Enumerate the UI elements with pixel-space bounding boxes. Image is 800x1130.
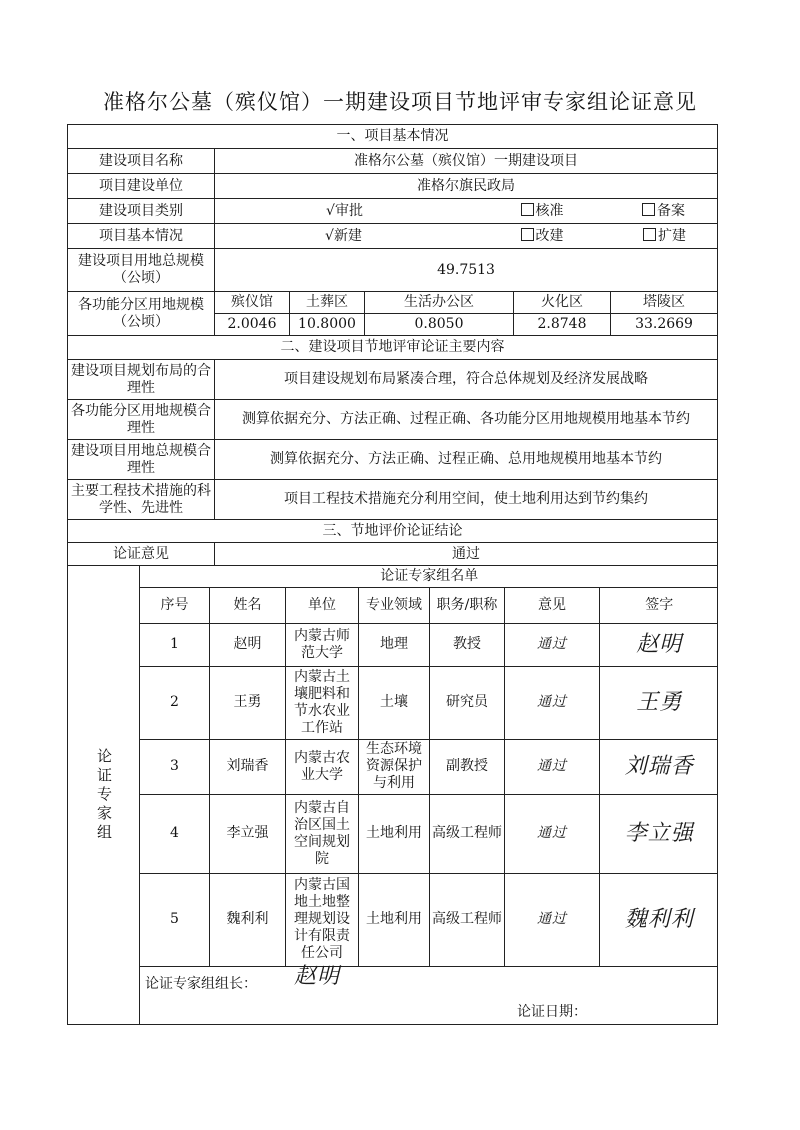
expert-no: 5 [140, 873, 210, 966]
option-record: 备案 [657, 202, 686, 219]
table-row [140, 873, 718, 966]
expert-unit: 内蒙古国地土地整理规划设计有限责任公司 [286, 873, 359, 966]
zones-rationality-content: 测算依据充分、方法正确、过程正确、各功能分区用地规模用地基本节约 [215, 400, 718, 440]
handwritten-signature: 魏利利 [600, 873, 718, 966]
expert-no: 3 [140, 739, 210, 794]
review-form [67, 124, 718, 1025]
total-rationality-content: 测算依据充分、方法正确、过程正确、总用地规模用地基本节约 [215, 440, 718, 480]
basic-options [215, 224, 718, 249]
zone-value: 2.8748 [514, 314, 611, 336]
expert-title: 高级工程师 [430, 794, 505, 873]
handwritten-opinion: 通过 [505, 794, 600, 873]
zones-label: 各功能分区用地规模（公顷） [68, 292, 215, 336]
expert-field: 土地利用 [359, 873, 430, 966]
expert-group-label: 论证专家组 [68, 566, 140, 1024]
option-expand: 扩建 [658, 227, 687, 244]
expert-name: 李立强 [210, 794, 286, 873]
category-label: 建设项目类别 [68, 199, 215, 224]
expert-no: 2 [140, 666, 210, 739]
unit-label: 项目建设单位 [68, 174, 215, 199]
section2-heading: 二、建设项目节地评审论证主要内容 [68, 336, 718, 360]
table-row [140, 623, 718, 666]
expert-name: 赵明 [210, 623, 286, 666]
project-name-value: 准格尔公墓（殡仪馆）一期建设项目 [215, 149, 718, 174]
section3-heading: 三、节地评价论证结论 [68, 520, 718, 543]
zone-name: 火化区 [514, 292, 611, 314]
zone-value: 10.8000 [290, 314, 365, 336]
handwritten-opinion: 通过 [505, 739, 600, 794]
zone-value: 0.8050 [365, 314, 514, 336]
expert-list-title: 论证专家组名单 [140, 566, 718, 587]
expert-title: 教授 [430, 623, 505, 666]
zone-name: 土葬区 [290, 292, 365, 314]
handwritten-signature: 李立强 [600, 794, 718, 873]
checkbox-icon [643, 228, 656, 241]
leader-area [139, 964, 717, 1024]
unit-value: 准格尔旗民政局 [215, 174, 718, 199]
header-title: 职务/职称 [430, 587, 505, 623]
expert-name: 魏利利 [210, 873, 286, 966]
header-opinion: 意见 [505, 587, 600, 623]
expert-field: 地理 [359, 623, 430, 666]
zone-name: 塔陵区 [611, 292, 718, 314]
handwritten-opinion: 通过 [505, 666, 600, 739]
expert-name: 刘瑞香 [210, 739, 286, 794]
expert-group-cell [68, 566, 718, 1025]
header-unit: 单位 [286, 587, 359, 623]
technique-label: 主要工程技术措施的科学性、先进性 [68, 480, 215, 520]
total-area-value: 49.7513 [215, 249, 718, 292]
header-name: 姓名 [210, 587, 286, 623]
category-options [215, 199, 718, 224]
header-no: 序号 [140, 587, 210, 623]
leader-label: 论证专家组组长： [145, 976, 257, 992]
option-verify: 核准 [535, 202, 564, 219]
expert-field: 土地利用 [359, 794, 430, 873]
option-new: √新建 [325, 227, 362, 244]
handwritten-opinion: 通过 [505, 623, 600, 666]
expert-unit: 内蒙古自治区国土空间规划院 [286, 794, 359, 873]
checkbox-icon [521, 203, 534, 216]
handwritten-signature: 刘瑞香 [600, 739, 718, 794]
date-label: 论证日期： [517, 1004, 587, 1020]
total-rationality-label: 建设项目用地总规模合理性 [68, 440, 215, 480]
handwritten-opinion: 通过 [505, 873, 600, 966]
basic-label: 项目基本情况 [68, 224, 215, 249]
zones-rationality-label: 各功能分区用地规模合理性 [68, 400, 215, 440]
expert-unit: 内蒙古师范大学 [286, 623, 359, 666]
expert-no: 4 [140, 794, 210, 873]
option-rebuild: 改建 [535, 227, 564, 244]
technique-content: 项目工程技术措施充分利用空间，使土地利用达到节约集约 [215, 480, 718, 520]
table-row [140, 666, 718, 739]
expert-unit: 内蒙古土壤肥料和节水农业工作站 [286, 666, 359, 739]
expert-unit: 内蒙古农业大学 [286, 739, 359, 794]
layout-label: 建设项目规划布局的合理性 [68, 360, 215, 400]
zone-value: 33.2669 [611, 314, 718, 336]
zone-name: 生活办公区 [365, 292, 514, 314]
document-title: 准格尔公墓（殡仪馆）一期建设项目节地评审专家组论证意见 [103, 90, 697, 114]
expert-field: 生态环境资源保护与利用 [359, 739, 430, 794]
header-signature: 签字 [600, 587, 718, 623]
expert-title: 研究员 [430, 666, 505, 739]
expert-no: 1 [140, 623, 210, 666]
expert-field: 土壤 [359, 666, 430, 739]
expert-title: 高级工程师 [430, 873, 505, 966]
checkbox-icon [642, 203, 655, 216]
expert-title: 副教授 [430, 739, 505, 794]
project-name-label: 建设项目名称 [68, 149, 215, 174]
opinion-label: 论证意见 [68, 543, 215, 566]
table-row [140, 739, 718, 794]
section1-heading: 一、项目基本情况 [68, 125, 718, 149]
table-row [140, 794, 718, 873]
handwritten-signature: 王勇 [600, 666, 718, 739]
leader-signature: 赵明 [294, 964, 341, 989]
checkbox-icon [521, 228, 534, 241]
zone-value: 2.0046 [215, 314, 290, 336]
total-area-label: 建设项目用地总规模（公顷） [68, 249, 215, 292]
option-approval: √审批 [326, 202, 363, 219]
expert-table [139, 566, 718, 967]
opinion-value: 通过 [215, 543, 718, 566]
expert-name: 王勇 [210, 666, 286, 739]
header-field: 专业领域 [359, 587, 430, 623]
handwritten-signature: 赵明 [600, 623, 718, 666]
layout-content: 项目建设规划布局紧凑合理，符合总体规划及经济发展战略 [215, 360, 718, 400]
zone-name: 殡仪馆 [215, 292, 290, 314]
